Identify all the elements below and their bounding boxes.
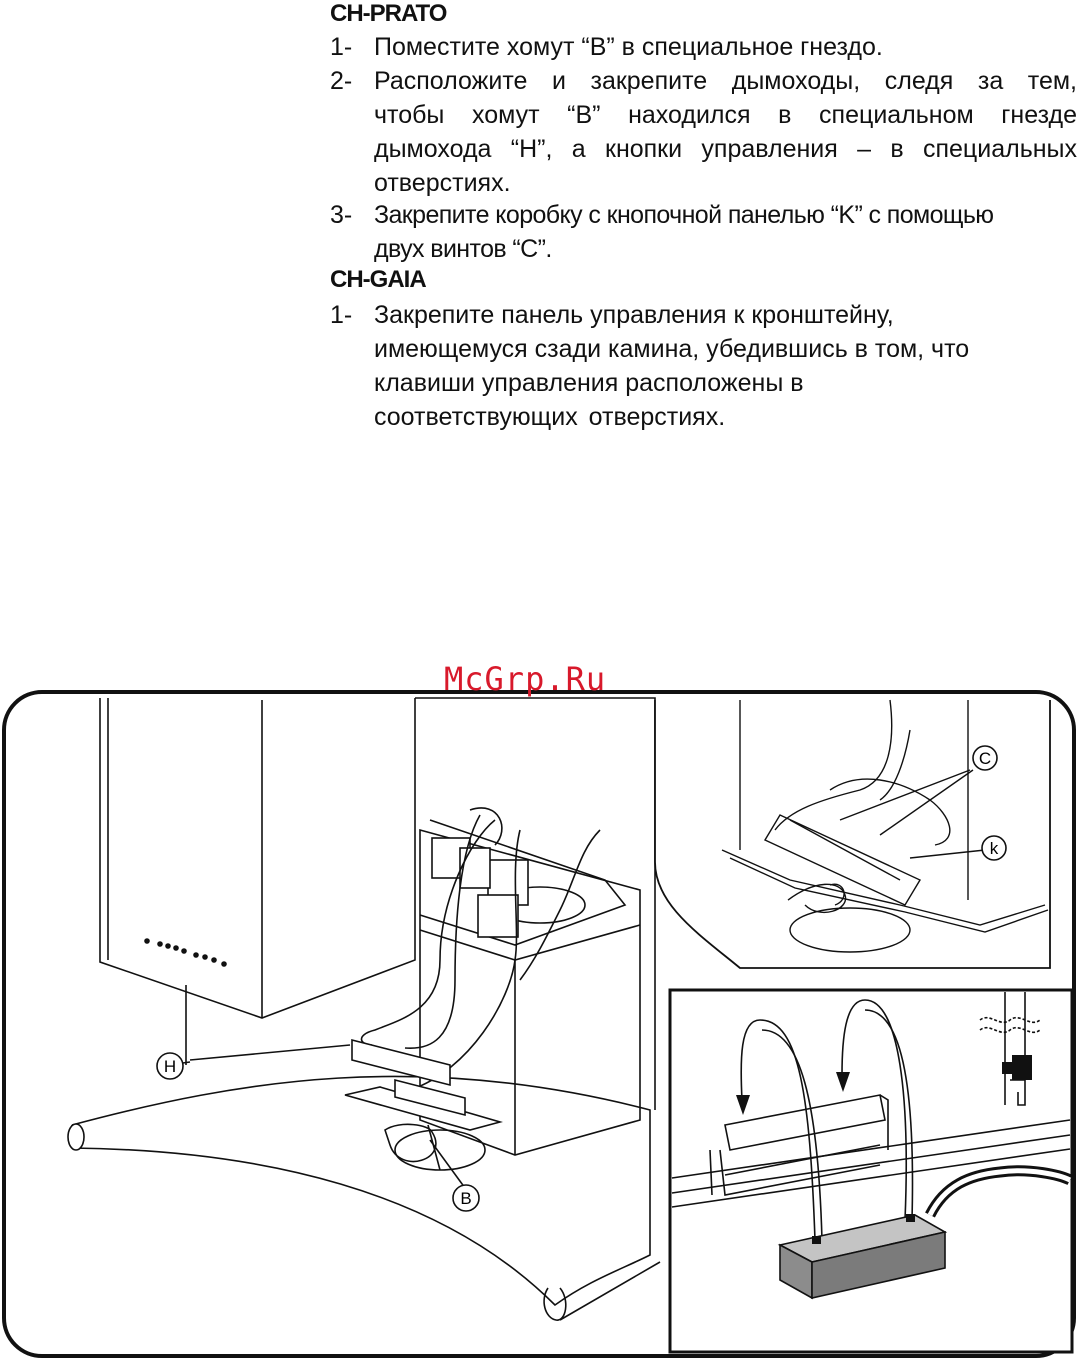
label-b: B bbox=[460, 1189, 472, 1208]
inset-top-right bbox=[655, 700, 1050, 968]
section-title-ch-prato: CH-PRATO bbox=[330, 0, 447, 27]
label-k: k bbox=[989, 839, 999, 858]
step-text-line: клавиши управления расположены в bbox=[374, 369, 804, 397]
step-text-line: Закрепите коробку с кнопочной панелью “K” с помощью bbox=[374, 201, 994, 229]
step-number: 3- bbox=[330, 201, 353, 229]
step-text-line: соответствующих отверстиях. bbox=[374, 403, 726, 431]
step-text-line: Расположите и закрепите дымоходы, следя за тем, bbox=[374, 67, 1077, 95]
step-text-line: чтобы хомут “B” находился в специальном гнезде bbox=[374, 101, 1077, 129]
step-number: 2- bbox=[330, 67, 353, 95]
watermark-text: McGrp.Ru bbox=[444, 660, 607, 698]
hood-assembly bbox=[68, 698, 660, 1320]
step-number: 1- bbox=[330, 301, 353, 329]
inset-bottom-right bbox=[670, 990, 1072, 1352]
label-h-callout bbox=[157, 1053, 183, 1079]
step-text-line: имеющемуся сзади камина, убедившись в том, что bbox=[374, 335, 970, 363]
step-text-line: дымохода “H”, а кнопки управления – в специальных bbox=[374, 135, 1077, 163]
label-c: C bbox=[978, 749, 992, 768]
label-h: H bbox=[163, 1057, 177, 1076]
step-text-line: отверстиях. bbox=[374, 169, 511, 197]
section-title-ch-gaia: CH-GAIA bbox=[330, 266, 426, 293]
step-text-line: Закрепите панель управления к кронштейну, bbox=[374, 301, 894, 329]
step-text: Поместите хомут “B” в специальное гнездо. bbox=[374, 33, 883, 61]
step-text-line: двух винтов “C”. bbox=[374, 235, 552, 263]
step-number: 1- bbox=[330, 33, 353, 61]
label-b-callout bbox=[453, 1185, 479, 1211]
